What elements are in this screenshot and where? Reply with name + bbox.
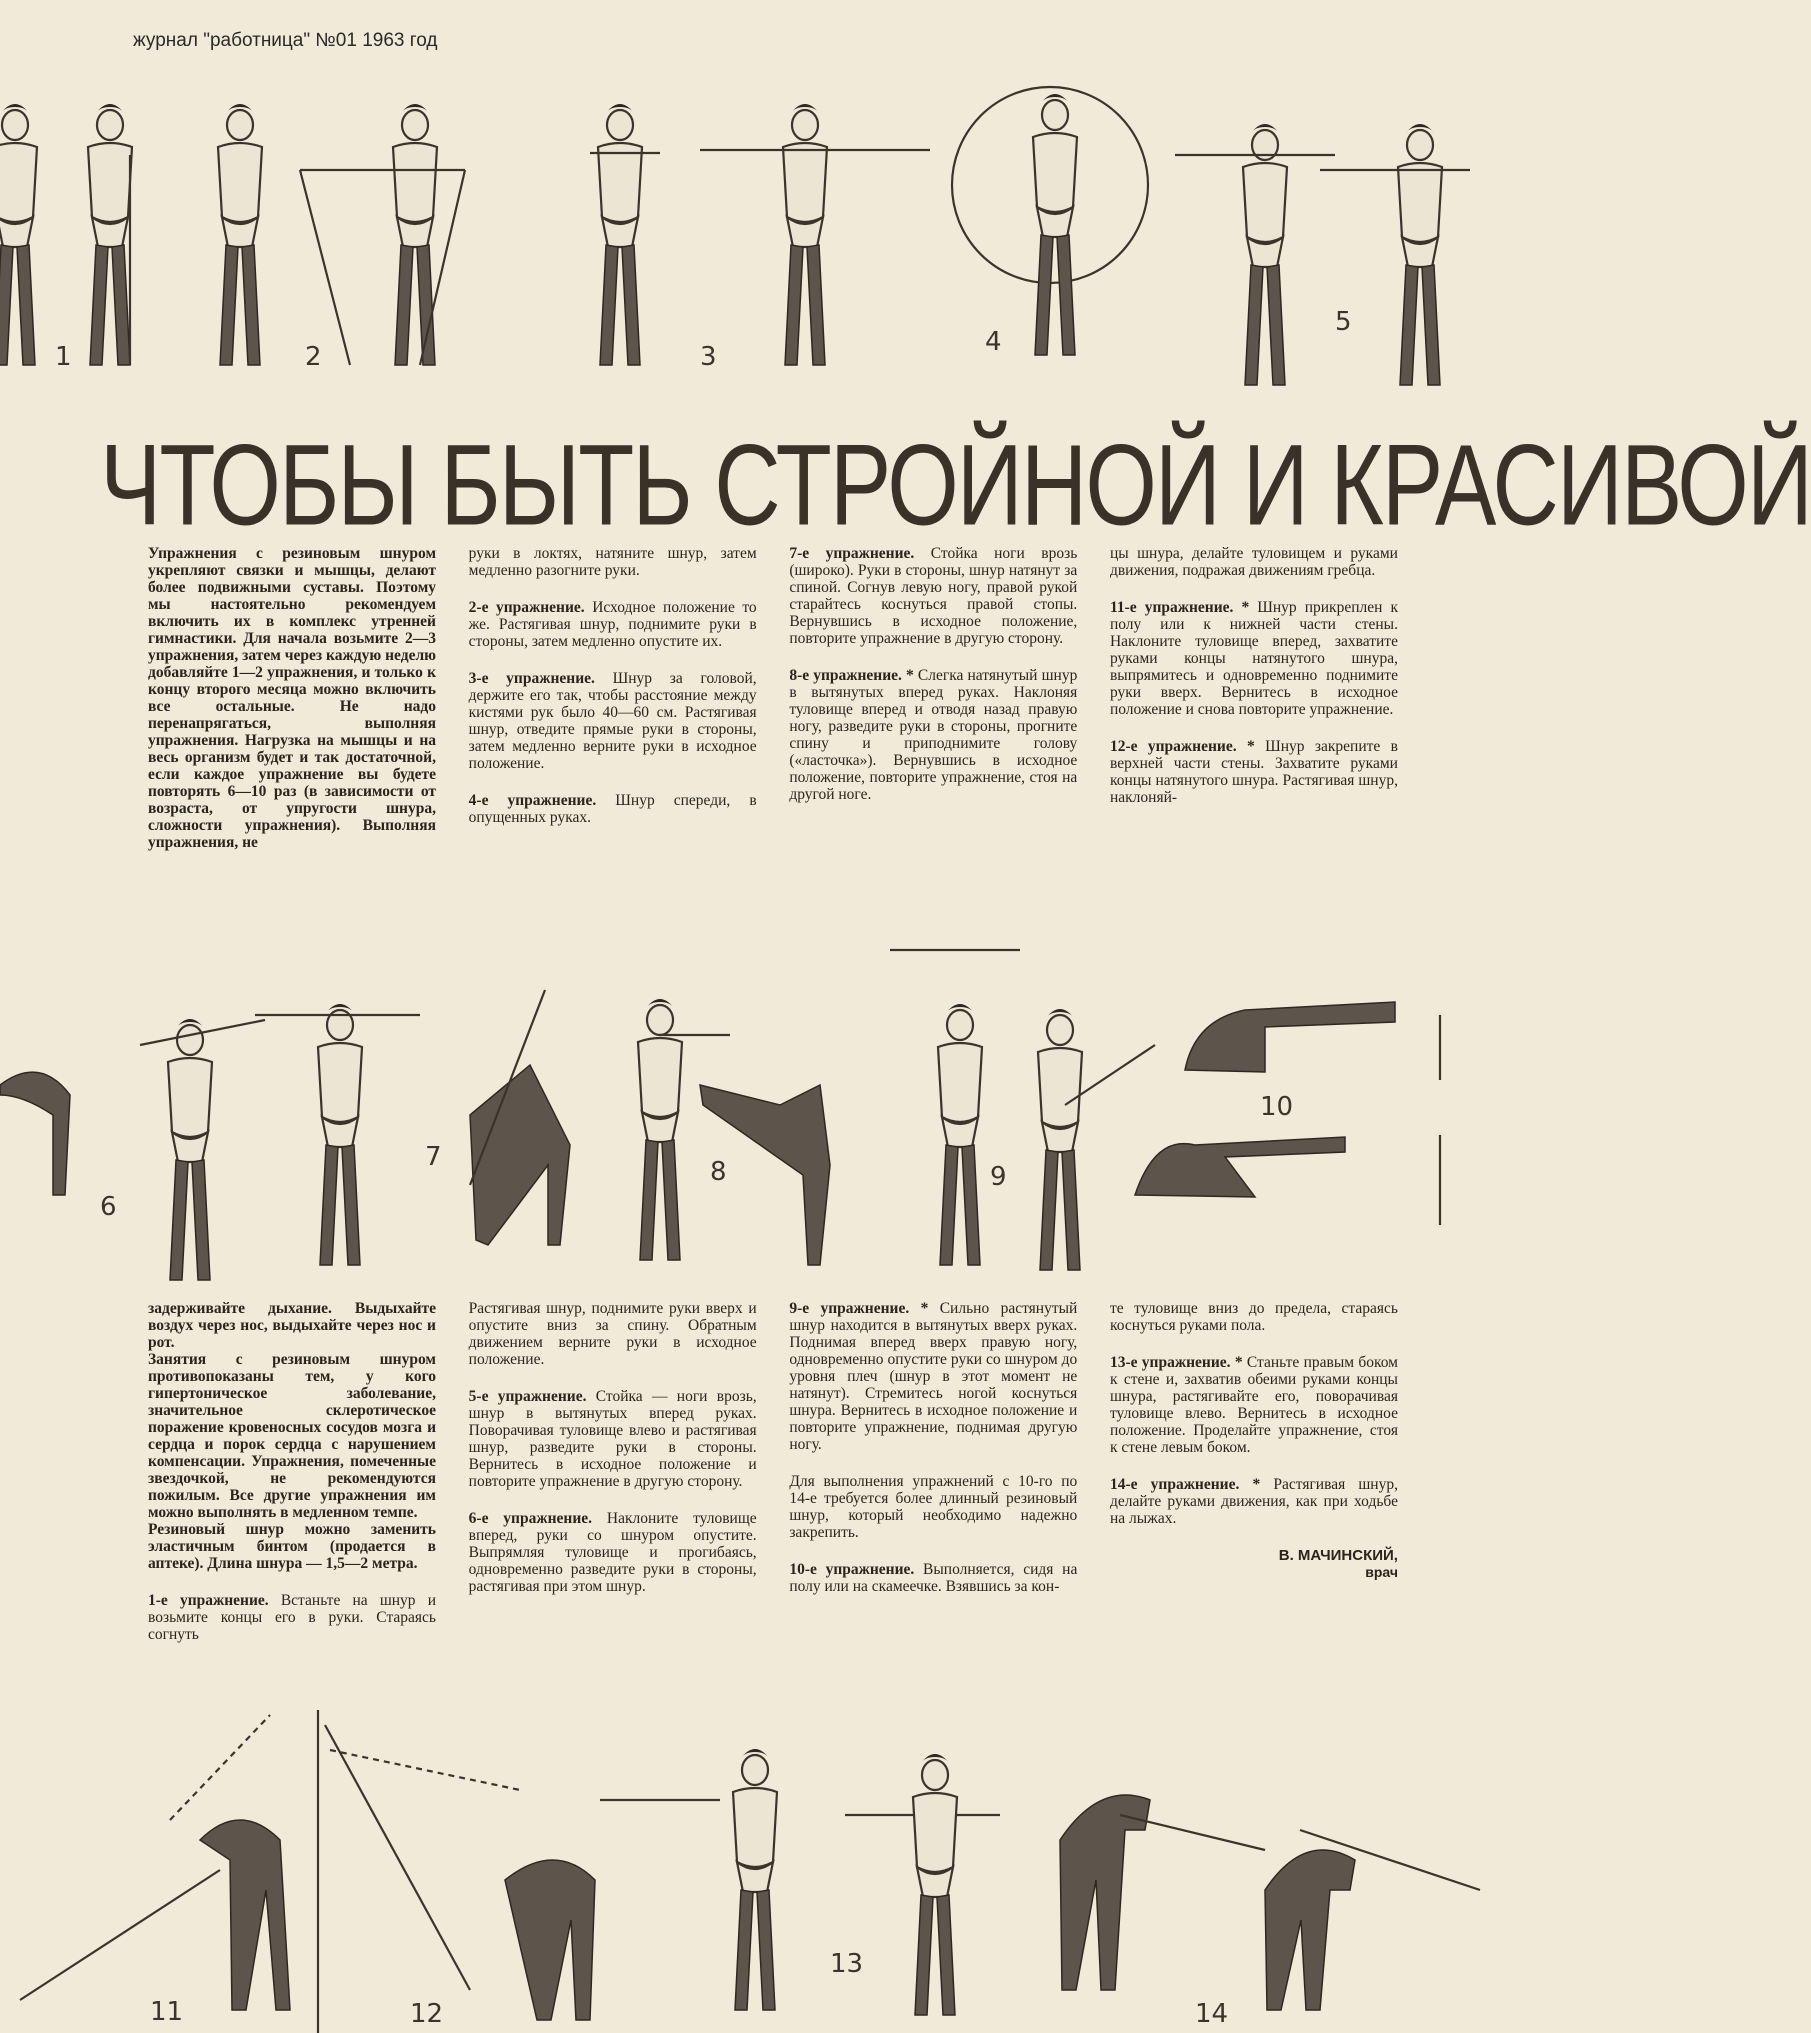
exercise-figures-11-14 [0, 1700, 1500, 2033]
figure-number-9: 9 [990, 1162, 1007, 1192]
figure-number-3: 3 [700, 342, 717, 372]
figure-number-1: 1 [55, 342, 72, 372]
source-caption: журнал "работница" №01 1963 год [133, 30, 438, 51]
exercise-figures-1-5 [0, 95, 1500, 400]
cord-substitute-paragraph: Резиновый шнур можно заменить эластичным бинтом (продается в аптеке). Длина шнура — 1,5—2 метра. [148, 1521, 436, 1572]
paragraph: руки в локтях, натяните шнур, затем медленно разогните руки. [468, 545, 757, 579]
figure-number-5: 5 [1335, 307, 1352, 337]
figure-number-7: 7 [425, 1142, 442, 1172]
figure-number-11: 11 [150, 1997, 184, 2027]
author-role: врач [1365, 1564, 1398, 1580]
paragraph: те туловище вниз до предела, стараясь коснуться руками пола. [1109, 1300, 1398, 1334]
exercise-4: 4-е упражнение. Шнур спереди, в опущенных руках. [468, 792, 757, 826]
figure-number-12: 12 [410, 1999, 444, 2029]
text-block-1 [148, 545, 1398, 871]
exercise-2: 2-е упражнение. Исходное положение то же. Растягивая шнур, поднимите руки в стороны, затем медленно опустите их. [468, 599, 757, 650]
figure-number-2: 2 [305, 342, 322, 372]
exercise-11: 11-е упражнение. * Шнур прикреплен к полу или к нижней части стены. Наклоните туловище вперед, захватите руками концы натянутого шнура, выпрямитесь и одновременно поднимите руки вверх. Вернитесь в исходное положение и снова повторите упражнение. [1109, 599, 1398, 718]
illustration-strip-top [0, 95, 1500, 400]
exercise-10: 10-е упражнение. Выполняется, сидя на полу или на скамеечке. Взявшись за кон- [789, 1561, 1078, 1595]
exercise-3: 3-е упражнение. Шнур за головой, держите его так, чтобы расстояние между кистями рук было 40—60 см. Растягивая шнур, отведите прямые руки в стороны, затем медленно верните руки в исходное положение. [468, 670, 757, 772]
figure-number-6: 6 [100, 1192, 117, 1222]
paragraph: цы шнура, делайте туловищем и руками движения, подражая движениям гребца. [1109, 545, 1398, 579]
exercise-6: 6-е упражнение. Наклоните туловище вперед, руки со шнуром опустите. Выпрямляя туловище и прогибаясь, одновременно разведите руки в стороны, растягивая при этом шнур. [468, 1510, 757, 1595]
exercise-7: 7-е упражнение. Стойка ноги врозь (широко). Руки в стороны, шнур натянут за спиной. Согнув левую ногу, правой рукой старайтесь коснуться правой стопы. Вернувшись в исходное положение, повторите упражнение в другую сторону. [789, 545, 1078, 647]
exercise-13: 13-е упражнение. * Станьте правым боком к стене и, захватив обеими руками концы шнура, растягивайте его, поворачивая туловище влево. Вернитесь в исходное положение. Проделайте упражнение, стоя к стене левым боком. [1109, 1354, 1398, 1456]
text-column-2-4 [1110, 1300, 1398, 1663]
exercise-12: 12-е упражнение. * Шнур закрепите в верхней части стены. Захватите руками концы натянутого шнура. Растягивая шнур, наклоняй- [1109, 738, 1398, 806]
text-column-1-3 [789, 545, 1077, 871]
long-cord-note: Для выполнения упражнений с 10-го по 14-е требуется более длинный резиновый шнур, который необходимо надежно закрепить. [789, 1473, 1078, 1541]
figure-number-8: 8 [710, 1157, 727, 1187]
text-column-2-1 [148, 1300, 436, 1663]
contraindications-paragraph: Занятия с резиновым шнуром противопоказаны тем, у кого гипертоническое заболевание, значительное склеротическое поражение кровеносных сосудов мозга и сердца и порок сердца с нарушением компенсации. Упражнения, помеченные звездочкой, не рекомендуются пожилым. Все другие упражнения им можно выполнять в медленном темпе. [148, 1351, 436, 1521]
text-block-2 [148, 1300, 1398, 1663]
text-column-2-3 [789, 1300, 1077, 1663]
figure-number-13: 13 [830, 1949, 864, 1979]
intro-paragraph: Упражнения с резиновым шнуром укрепляют связки и мышцы, делают более подвижными суставы. Поэтому мы настоятельно рекомендуем включить их в комплекс утренней гимнастики. Для начала возьмите 2—3 упражнения, затем через каждую неделю добавляйте 1—2 упражнения, и только к концу второго месяца можно включить все остальные. Не надо перенапрягаться, выполняя упражнения. Нагрузка на мышцы и на весь организм будет и так достаточной, если каждое упражнение вы будете повторять 6—10 раз (в зависимости от возраста, от упругости шнура, сложности упражнения). Выполняя упражнения, не [148, 545, 436, 851]
exercise-figures-6-10 [0, 935, 1500, 1280]
text-column-1-2 [469, 545, 757, 871]
illustration-strip-bottom [0, 1700, 1500, 2033]
text-column-1-4 [1110, 545, 1398, 871]
exercise-5: 5-е упражнение. Стойка — ноги врозь, шнур в вытянутых вперед руках. Поворачивая туловище влево и растягивая шнур, разведите руки в стороны. Вернитесь в исходное положение и повторите упражнение в другую сторону. [468, 1388, 757, 1490]
exercise-1: 1-е упражнение. Встаньте на шнур и возьмите концы его в руки. Стараясь согнуть [148, 1592, 437, 1643]
figure-number-10: 10 [1260, 1092, 1294, 1122]
figure-number-4: 4 [985, 327, 1002, 357]
exercise-9: 9-е упражнение. * Сильно растянутый шнур находится в вытянутых вверх руках. Поднимая вперед вверх правую ногу, одновременно опустите руки со шнуром до уровня плеч (шнур в этот момент не натянут). Стремитесь ногой коснуться шнура. Вернитесь в исходное положение и повторите упражнение, поднимая другую ногу. [789, 1300, 1078, 1453]
author-name: В. МАЧИНСКИЙ, [1278, 1547, 1398, 1564]
text-column-1-1 [148, 545, 436, 871]
article-headline: ЧТОБЫ БЫТЬ СТРОЙНОЙ И КРАСИВОЙ [100, 421, 1811, 550]
paragraph: задерживайте дыхание. Выдыхайте воздух через нос, выдыхайте через нос и рот. [148, 1300, 436, 1351]
paragraph: Растягивая шнур, поднимите руки вверх и опустите вниз за спину. Обратным движением верните руки в исходное положение. [468, 1300, 757, 1368]
exercise-14: 14-е упражнение. * Растягивая шнур, делайте руками движения, как при ходьбе на лыжах. [1109, 1476, 1398, 1527]
figure-number-14: 14 [1195, 1999, 1229, 2029]
illustration-strip-middle [0, 935, 1500, 1280]
text-column-2-2 [469, 1300, 757, 1663]
author-signature [1110, 1547, 1398, 1581]
exercise-8: 8-е упражнение. * Слегка натянутый шнур в вытянутых вперед руках. Наклоняя туловище вперед и отводя назад правую ногу, разведите руки в стороны, прогните спину и приподнимите голову («ласточка»). Вернувшись в исходное положение, повторите упражнение, стоя на другой ноге. [789, 667, 1078, 803]
